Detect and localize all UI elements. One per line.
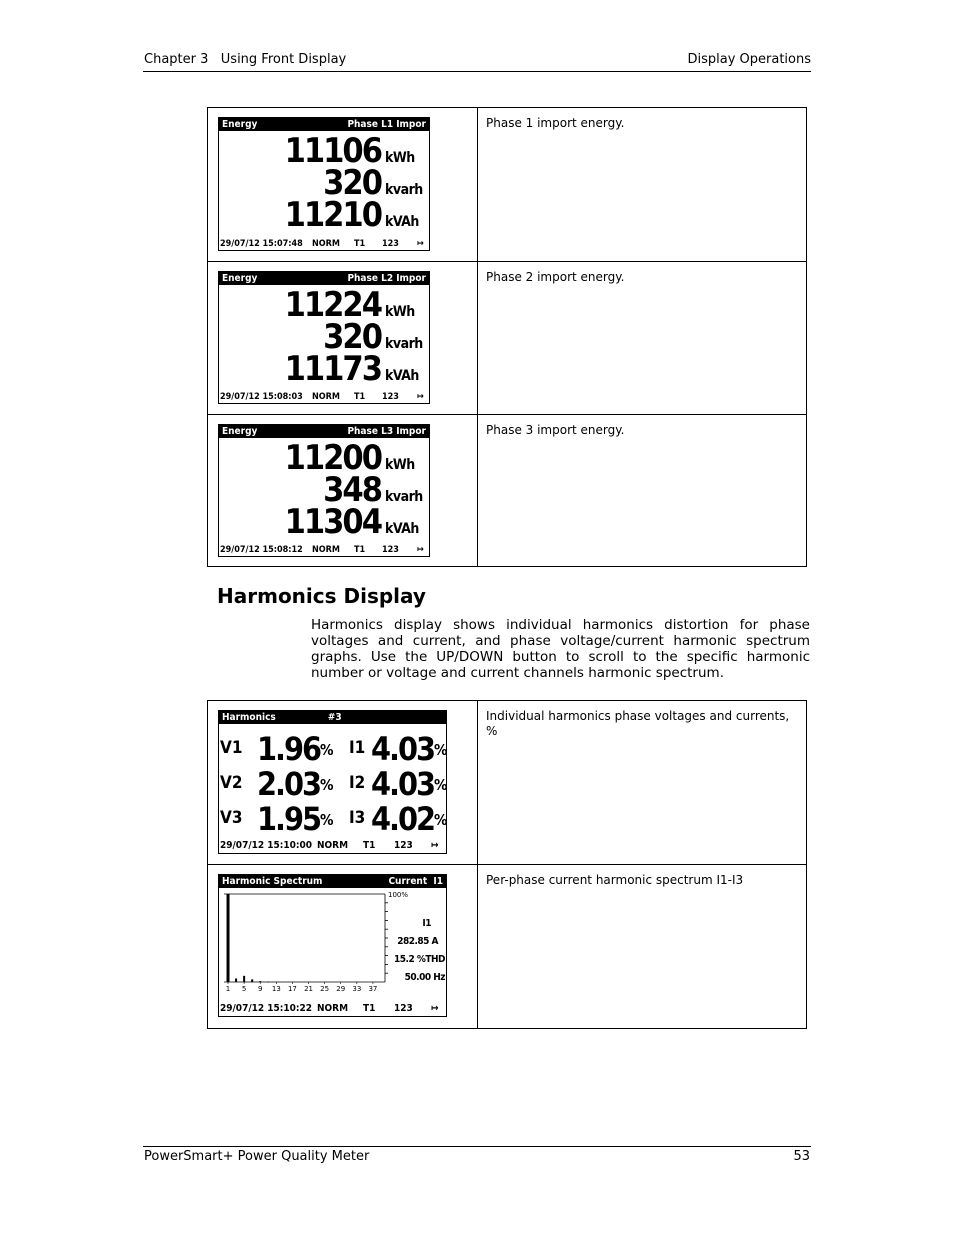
- status-datetime: 29/07/12 15:10:22: [220, 1003, 313, 1014]
- energy-unit: kVAh: [385, 368, 419, 384]
- spectrum-bar: [243, 976, 245, 982]
- status-tariff: T1: [363, 1003, 376, 1014]
- harmonics-table: [207, 700, 807, 1029]
- current-value: 4.02: [371, 800, 435, 838]
- energy-value: 11304: [284, 502, 381, 542]
- energy-unit: kWh: [385, 150, 415, 166]
- section-body: Harmonics display shows individual harmonics distortion for phase voltages and current, and phase voltage/current harmonic spectrum graphs. Use the UP/DOWN button to scroll to the specific harmonic number or voltage and current channels harmonic spectrum.: [311, 617, 810, 681]
- current-label: I1: [349, 738, 366, 758]
- status-datetime: 29/07/12 15:07:48: [220, 239, 303, 249]
- energy-value: 11173: [284, 349, 381, 389]
- x-tick-label: 17: [287, 985, 297, 993]
- status-mode: NORM: [312, 392, 340, 402]
- energy-unit: kvarh: [385, 336, 423, 352]
- current-label: I3: [349, 808, 366, 828]
- status-digits: 123: [382, 545, 399, 555]
- x-tick-label: 33: [352, 985, 362, 993]
- arrow-right-bar-icon: ↦: [431, 840, 439, 851]
- x-tick-label: 37: [368, 985, 378, 993]
- lcd-energy-l3: [218, 424, 430, 557]
- lcd-phase: Phase L1 Impor: [347, 119, 426, 130]
- harmonic-line: [219, 765, 448, 803]
- status-mode: NORM: [312, 239, 340, 249]
- energy-unit: kVAh: [385, 214, 419, 230]
- row-description: Per-phase current harmonic spectrum I1-I3: [478, 865, 807, 1029]
- energy-line: [219, 195, 429, 235]
- voltage-value: 1.96: [257, 730, 321, 768]
- lcd-title: Energy: [222, 119, 258, 130]
- energy-value: 348: [323, 470, 381, 510]
- energy-unit: kvarh: [385, 182, 423, 198]
- lcd-status-bar: [219, 544, 429, 556]
- y-scale-label: 100%: [388, 891, 409, 899]
- section-heading: Harmonics Display: [217, 584, 426, 608]
- percent-sign: %: [434, 776, 448, 794]
- voltage-label: V2: [220, 773, 243, 793]
- status-digits: 123: [394, 1003, 413, 1014]
- header-section: Display Operations: [687, 52, 811, 67]
- lcd-title: Harmonics: [222, 712, 276, 723]
- spectrum-readouts: [379, 915, 445, 987]
- lcd-status-bar: [219, 1002, 446, 1016]
- spectrum-bar: [227, 894, 230, 982]
- energy-unit: kVAh: [385, 521, 419, 537]
- x-tick-label: 9: [257, 985, 263, 993]
- row-description: Phase 3 import energy.: [478, 415, 807, 567]
- row-description: Phase 2 import energy.: [478, 262, 807, 415]
- status-digits: 123: [382, 392, 399, 402]
- energy-value: 11106: [284, 131, 381, 171]
- status-tariff: T1: [354, 392, 366, 402]
- status-tariff: T1: [354, 239, 366, 249]
- harmonic-line: [219, 800, 448, 838]
- spectrum-bar: [259, 981, 261, 982]
- voltage-value: 1.95: [257, 800, 321, 838]
- readout-current: 282.85 A: [397, 936, 438, 947]
- header-chapter: Chapter 3 Using Front Display: [144, 52, 347, 67]
- energy-table: [207, 107, 807, 567]
- x-tick-label: 21: [304, 985, 313, 993]
- percent-sign: %: [320, 776, 334, 794]
- page-header: [143, 50, 811, 72]
- harmonic-line: [219, 730, 448, 768]
- lcd-harmonics-individual: [218, 710, 447, 854]
- status-digits: 123: [394, 840, 413, 851]
- status-tariff: T1: [354, 545, 366, 555]
- lcd-title: Energy: [222, 426, 258, 437]
- spectrum-bar: [251, 979, 253, 982]
- energy-unit: kvarh: [385, 489, 423, 505]
- lcd-harmonic-spectrum: [218, 874, 447, 1017]
- status-tariff: T1: [363, 840, 376, 851]
- arrow-right-bar-icon: ↦: [431, 1003, 439, 1014]
- spectrum-bar: [267, 982, 269, 983]
- lcd-phase: Phase L3 Impor: [347, 426, 426, 437]
- lcd-status-bar: [219, 391, 429, 403]
- energy-value: 11224: [284, 285, 381, 325]
- x-tick-label: 1: [225, 985, 231, 993]
- spectrum-channel: Current I1: [388, 876, 443, 887]
- page-footer: [143, 1146, 811, 1164]
- x-tick-label: 5: [241, 985, 247, 993]
- energy-value: 11200: [284, 438, 381, 478]
- page-number: 53: [793, 1149, 810, 1164]
- status-digits: 123: [382, 239, 399, 249]
- percent-sign: %: [434, 741, 448, 759]
- readout-thd: 15.2 %THD: [394, 954, 445, 965]
- row-description: Individual harmonics phase voltages and currents, %: [478, 701, 807, 865]
- current-label: I2: [349, 773, 366, 793]
- status-mode: NORM: [317, 1003, 349, 1014]
- energy-unit: kWh: [385, 304, 415, 320]
- status-mode: NORM: [317, 840, 349, 851]
- arrow-right-bar-icon: ↦: [417, 545, 424, 555]
- lcd-energy-l1: [218, 117, 430, 251]
- arrow-right-bar-icon: ↦: [417, 239, 424, 249]
- voltage-label: V3: [220, 808, 243, 828]
- readout-channel: I1: [422, 918, 431, 929]
- energy-unit: kWh: [385, 457, 415, 473]
- harmonic-number: #3: [327, 712, 342, 723]
- energy-value: 320: [323, 163, 381, 203]
- energy-value: 320: [323, 317, 381, 357]
- x-tick-label: 25: [320, 985, 330, 993]
- lcd-status-bar: [219, 238, 429, 250]
- status-datetime: 29/07/12 15:10:00: [220, 840, 313, 851]
- percent-sign: %: [320, 811, 334, 829]
- energy-line: [219, 349, 429, 389]
- lcd-title: Energy: [222, 273, 258, 284]
- readout-freq: 50.00 Hz: [404, 972, 445, 983]
- footer-product: PowerSmart+ Power Quality Meter: [144, 1149, 370, 1164]
- lcd-title: Harmonic Spectrum: [222, 876, 323, 887]
- status-datetime: 29/07/12 15:08:03: [220, 392, 303, 402]
- energy-line: [219, 502, 429, 542]
- x-tick-label: 29: [336, 985, 346, 993]
- x-tick-label: 13: [271, 985, 281, 993]
- spectrum-bar: [235, 978, 237, 982]
- arrow-right-bar-icon: ↦: [417, 392, 424, 402]
- status-datetime: 29/07/12 15:08:12: [220, 545, 303, 555]
- current-value: 4.03: [371, 765, 435, 803]
- voltage-label: V1: [220, 738, 243, 758]
- lcd-phase: Phase L2 Impor: [347, 273, 426, 284]
- current-value: 4.03: [371, 730, 435, 768]
- status-mode: NORM: [312, 545, 340, 555]
- lcd-status-bar: [219, 839, 446, 853]
- lcd-energy-l2: [218, 271, 430, 404]
- energy-value: 11210: [284, 195, 381, 235]
- voltage-value: 2.03: [257, 765, 321, 803]
- percent-sign: %: [320, 741, 334, 759]
- row-description: Phase 1 import energy.: [478, 108, 807, 262]
- percent-sign: %: [434, 811, 448, 829]
